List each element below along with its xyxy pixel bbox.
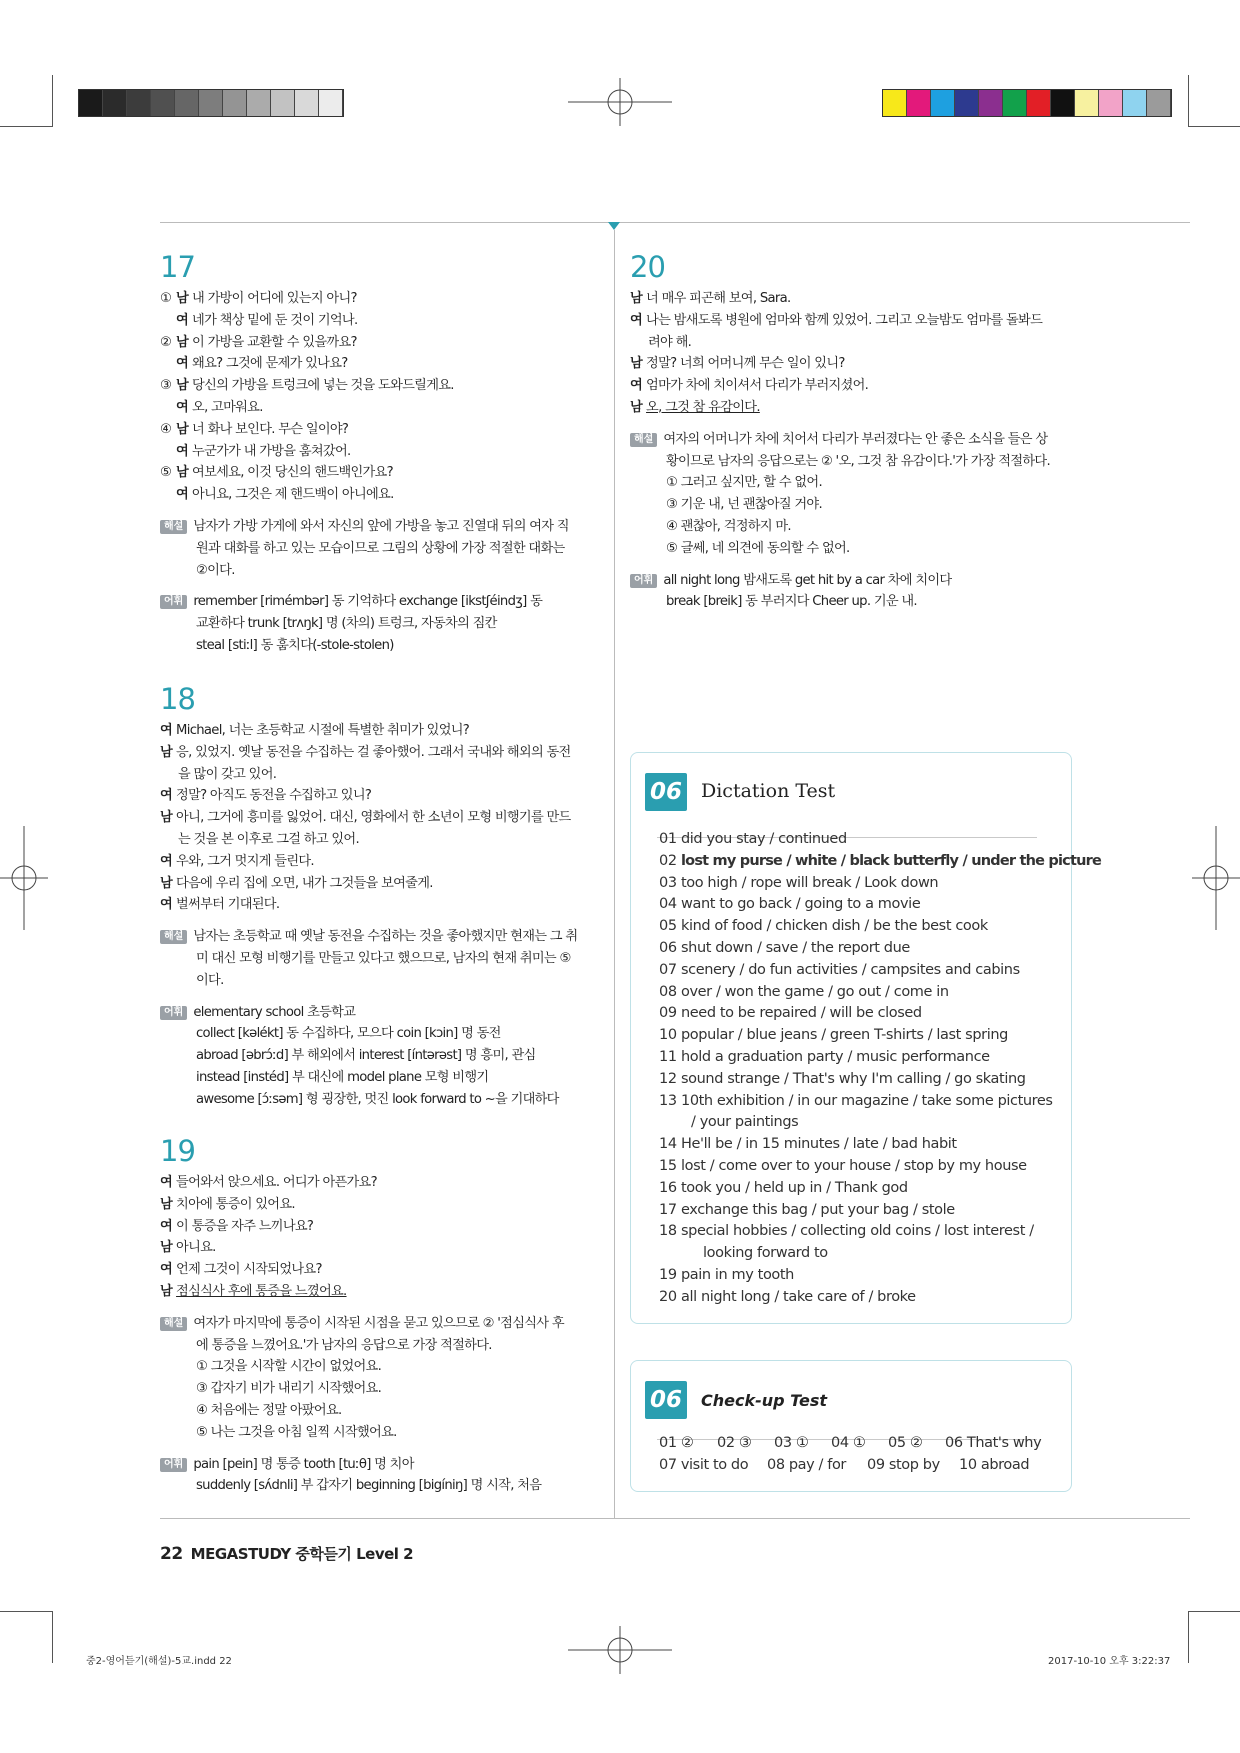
speaker-label: 남	[176, 378, 189, 394]
item-text: need to be repaired / will be closed	[681, 1005, 922, 1022]
calibration-swatch	[175, 90, 199, 116]
vocabulary: 어휘 all night long 밤새도록 get hit by a car 차에 치이다 break [breik] 동 부러지다 Cheer up. 기운 내.	[630, 570, 1070, 614]
dialogue-line	[160, 720, 608, 742]
speaker-label: 여	[176, 356, 189, 372]
dictation-item	[659, 1156, 1101, 1178]
dialogue-text: Michael, 너는 초등학교 시절에 특별한 취미가 있었니?	[176, 723, 470, 738]
explanation-tag: 해설	[160, 1317, 187, 1331]
box-title: Check-up Test	[701, 1391, 828, 1410]
speaker-label: 남	[160, 1283, 173, 1299]
question-17	[160, 250, 608, 657]
dictation-answers	[659, 829, 1101, 1309]
question-19	[160, 1134, 608, 1497]
dialogue-line	[160, 441, 608, 463]
dialogue	[160, 288, 608, 506]
explanation: 해설 여자의 어머니가 차에 치어서 다리가 부러졌다는 안 좋은 소식을 들은 상 황이므로 남자의 응답으로는 ② '오, 그것 참 유감이다.'가 가장 적절하다. ① 그러고 싶지만, 할 수 없어. ③ 기운 내, 넌 괜찮아질 거야. ④ 괜찮아, 걱정하지 마. ⑤ 글쎄, 네 의견에 동의할 수 없어.	[630, 429, 1070, 560]
registration-mark-icon	[1192, 826, 1240, 930]
question-number: 19	[160, 1134, 195, 1168]
dialogue-line	[630, 310, 1070, 332]
explanation: 해설 남자는 초등학교 때 옛날 동전을 수집하는 것을 좋아했지만 현재는 그 취 미 대신 모형 비행기를 만들고 있다고 했으므로, 남자의 현재 취미는 ⑤ 이다.	[160, 926, 608, 991]
dialogue-text: 벌써부터 기대된다.	[176, 897, 280, 913]
dictation-test-box	[630, 752, 1101, 1324]
dialogue-text: 언제 그것이 시작되었나요?	[176, 1262, 322, 1278]
dialogue-text: 우와, 그거 멋지게 들린다.	[176, 853, 314, 869]
calibration-swatch	[1003, 90, 1027, 116]
speaker-label: 여	[630, 378, 643, 394]
checkup-test-box	[630, 1360, 1072, 1492]
item-number: 06	[659, 939, 677, 956]
speaker-label: 여	[160, 853, 173, 869]
vocabulary: 어휘 pain [pein] 명 통증 tooth [tuːθ] 명 치아 suddenly [sʌ́dnli] 부 갑자기 beginning [bigíniŋ] 명 시작, 처음	[160, 1454, 608, 1498]
item-number: 17	[659, 1201, 677, 1218]
dialogue-text: 점심식사 후에 통증을 느꼈어요.	[176, 1283, 347, 1299]
dialogue-line	[630, 288, 1070, 310]
item-number: 11	[659, 1048, 677, 1065]
question-18	[160, 682, 608, 1111]
item-number: 02	[659, 852, 677, 869]
dictation-item	[659, 829, 1101, 851]
dictation-item	[659, 1069, 1101, 1091]
page-footer	[160, 1543, 413, 1564]
dialogue-line	[160, 873, 608, 895]
dialogue-line	[160, 484, 608, 506]
dialogue-text: 네가 책상 밑에 둔 것이 기억나.	[192, 312, 358, 328]
item-text: exchange this bag / put your bag / stole	[681, 1201, 955, 1218]
explanation: 해설 여자가 마지막에 통증이 시작된 시점을 묻고 있으므로 ② '점심식사 후 에 통증을 느꼈어요.'가 남자의 응답으로 가장 적절하다. ① 그것을 시작할 시간이 없었어요. ③ 갑자기 비가 내리기 시작했어요. ④ 처음에는 정말 아팠어요. ⑤ 나는 그것을 아침 일찍 시작했어요.	[160, 1313, 608, 1444]
dialogue	[160, 1172, 608, 1303]
registration-mark-icon	[568, 78, 672, 126]
item-text: He'll be / in 15 minutes / late / bad habit	[681, 1136, 957, 1153]
item-text: looking forward to	[703, 1245, 828, 1262]
calibration-swatch	[103, 90, 127, 116]
option-number: ④	[160, 421, 172, 437]
dictation-item	[659, 1287, 1101, 1309]
calibration-swatch	[883, 90, 907, 116]
item-number: 09	[659, 1005, 677, 1022]
item-number: 13	[659, 1092, 677, 1109]
dictation-item	[659, 894, 1101, 916]
item-number: 08	[659, 983, 677, 1000]
vocab-tag: 어휘	[160, 595, 187, 609]
dialogue-text: 오, 그것 참 유감이다.	[646, 399, 760, 415]
item-text: did you stay / continued	[681, 831, 847, 847]
speaker-label: 남	[160, 1196, 173, 1212]
column-divider	[614, 230, 615, 1518]
dialogue-text: 정말? 너희 어머니께 무슨 일이 있니?	[646, 356, 845, 372]
item-text: want to go back / going to a movie	[681, 896, 921, 913]
calibration-swatch	[271, 90, 295, 116]
speaker-label: 남	[630, 399, 643, 415]
speaker-label: 남	[160, 744, 173, 760]
explanation: 해설 남자가 가방 가게에 와서 자신의 앞에 가방을 놓고 진열대 뒤의 여자 직 원과 대화를 하고 있는 모습이므로 그림의 상황에 가장 적절한 대화는 ②이다.	[160, 516, 608, 581]
speaker-label: 남	[176, 421, 189, 437]
dialogue-line	[160, 1194, 608, 1216]
item-number: 05	[659, 918, 677, 935]
vocab-tag: 어휘	[630, 574, 657, 588]
crop-mark	[52, 75, 53, 127]
dialogue-text: 너 매우 피곤해 보여, Sara.	[646, 291, 791, 306]
registration-mark-icon	[568, 1626, 672, 1674]
item-text: / your paintings	[691, 1114, 799, 1131]
item-number: 03	[659, 874, 677, 891]
dialogue-text: 을 많이 갖고 있어.	[178, 766, 277, 782]
dictation-item	[659, 1003, 1101, 1025]
dialogue-text: 누군가가 내 가방을 훔쳐갔어.	[192, 443, 351, 459]
speaker-label: 여	[176, 487, 189, 503]
option-number: ③	[160, 378, 172, 394]
dictation-item	[659, 1091, 1101, 1113]
dialogue-text: 아니요, 그것은 제 핸드백이 아니에요.	[192, 487, 394, 503]
dialogue-text: 다음에 우리 집에 오면, 내가 그것들을 보여줄게.	[176, 875, 433, 891]
dialogue-line	[160, 1259, 608, 1281]
calibration-swatch	[1051, 90, 1075, 116]
dialogue-line	[160, 742, 608, 764]
vocabulary: 어휘 elementary school 초등학교 collect [kəlékt] 동 수집하다, 모으다 coin [kɔin] 명 동전 abroad [əbrɔ́ːd] 부 해외에서 interest [íntərəst] 명 흥미, 관심 instead [instéd] 부 대신에 model plane 모형 비행기 awesome [ɔ́ːsəm] 형 굉장한, 멋진 look forward to ~을 기대하다	[160, 1002, 608, 1111]
item-number: 20	[659, 1288, 677, 1305]
crop-mark	[1188, 75, 1189, 127]
vocab-tag: 어휘	[160, 1006, 187, 1020]
dialogue-line	[160, 462, 608, 484]
item-text: 10th exhibition / in our magazine / take some pictures	[681, 1092, 1053, 1109]
checkup-answers	[659, 1433, 1041, 1477]
dialogue-text: 들어와서 앉으세요. 어디가 아픈가요?	[176, 1175, 377, 1190]
dialogue-line	[160, 419, 608, 441]
book-title: MEGASTUDY 중학듣기 Level 2	[190, 1545, 414, 1563]
dialogue-text: 아니요.	[176, 1240, 216, 1256]
item-text: over / won the game / go out / come in	[681, 983, 949, 1000]
speaker-label: 여	[160, 723, 173, 738]
dialogue-line	[160, 1172, 608, 1194]
item-text: shut down / save / the report due	[681, 939, 910, 956]
calibration-swatch	[1099, 90, 1123, 116]
dialogue-line	[160, 764, 608, 786]
file-slug: 중2-영어듣기(해설)-5교.indd 22	[86, 1656, 232, 1667]
item-number: 18	[659, 1223, 677, 1240]
dictation-item	[659, 851, 1101, 873]
item-number: 10	[659, 1027, 677, 1044]
crop-mark	[1188, 126, 1240, 127]
dialogue-line	[160, 375, 608, 397]
section-badge: 06	[645, 1381, 687, 1419]
dialogue-text: 왜요? 그것에 문제가 있나요?	[192, 356, 348, 372]
dialogue-text: 엄마가 차에 치이셔서 다리가 부러지셨어.	[646, 378, 869, 394]
question-20	[630, 250, 1070, 613]
calibration-swatch	[295, 90, 319, 116]
section-badge: 06	[645, 773, 687, 811]
dictation-item	[659, 1221, 1101, 1243]
dictation-item	[659, 916, 1101, 938]
dialogue-text: 여보세요, 이것 당신의 핸드백인가요?	[192, 465, 393, 481]
item-number: 15	[659, 1157, 677, 1174]
speaker-label: 여	[630, 312, 643, 328]
calibration-swatch	[151, 90, 175, 116]
dialogue-line	[160, 829, 608, 851]
item-number: 04	[659, 896, 677, 913]
dictation-item	[659, 1134, 1101, 1156]
dialogue-text: 는 것을 본 이후로 그걸 하고 있어.	[178, 831, 359, 847]
dialogue-line	[160, 1281, 608, 1303]
dialogue-line	[160, 851, 608, 873]
speaker-label: 남	[160, 810, 173, 826]
option-number: ②	[160, 334, 172, 350]
crop-mark	[1188, 1611, 1189, 1663]
item-text: all night long / take care of / broke	[681, 1288, 916, 1305]
calibration-swatch	[1147, 90, 1171, 116]
explanation-tag: 해설	[160, 930, 187, 944]
calibration-swatch	[931, 90, 955, 116]
speaker-label: 여	[160, 1218, 173, 1234]
speaker-label: 남	[630, 291, 643, 306]
crop-mark	[52, 1611, 53, 1663]
calibration-swatch	[979, 90, 1003, 116]
dialogue-line	[160, 397, 608, 419]
speaker-label: 남	[176, 334, 189, 350]
crop-mark	[0, 1611, 52, 1612]
item-text: lost my purse / white / black butterfly / under the picture	[681, 852, 1101, 869]
calibration-swatch	[319, 90, 343, 116]
dialogue-text: 너 화나 보인다. 무슨 일이야?	[192, 421, 349, 437]
dictation-item	[659, 938, 1101, 960]
item-number: 12	[659, 1070, 677, 1087]
dialogue-line	[160, 353, 608, 375]
dictation-item	[659, 1200, 1101, 1222]
option-number: ①	[160, 291, 172, 306]
dialogue-line	[160, 310, 608, 332]
question-number: 17	[160, 250, 195, 284]
dialogue-line	[160, 894, 608, 916]
color-calibration-bar	[882, 89, 1172, 117]
item-number: 19	[659, 1266, 677, 1283]
gray-calibration-bar	[78, 89, 344, 117]
calibration-swatch	[907, 90, 931, 116]
bottom-rule	[160, 1518, 1190, 1519]
dialogue	[160, 720, 608, 916]
speaker-label: 남	[160, 1240, 173, 1256]
item-text: popular / blue jeans / green T-shirts / last spring	[681, 1027, 1008, 1044]
question-number: 18	[160, 682, 195, 716]
item-text: sound strange / That's why I'm calling / go skating	[681, 1070, 1026, 1087]
answer-row: 07 visit to do 08 pay / for 09 stop by 10 abroad	[659, 1456, 1030, 1473]
item-text: kind of food / chicken dish / be the best cook	[681, 918, 988, 935]
top-rule-marker-icon	[608, 222, 620, 230]
dialogue-line	[630, 353, 1070, 375]
item-number: 16	[659, 1179, 677, 1196]
dialogue-line	[630, 332, 1070, 354]
item-text: pain in my tooth	[681, 1266, 794, 1283]
dictation-item	[659, 1178, 1101, 1200]
item-text: special hobbies / collecting old coins / lost interest /	[681, 1223, 1034, 1240]
calibration-swatch	[1027, 90, 1051, 116]
vocabulary: 어휘 remember [rimémbər] 동 기억하다 exchange [ikstʃéindʒ] 동 교환하다 trunk [trʌŋk] 명 (차의) 트렁크, 자동차의 짐칸 steal [stiːl] 동 훔치다(-stole-stolen)	[160, 591, 608, 656]
speaker-label: 남	[176, 465, 189, 481]
dialogue-text: 내 가방이 어디에 있는지 아니?	[192, 291, 357, 306]
speaker-label: 남	[630, 356, 643, 372]
calibration-swatch	[247, 90, 271, 116]
item-number: 14	[659, 1136, 677, 1153]
dialogue-line	[160, 288, 608, 310]
explanation-tag: 해설	[630, 433, 657, 447]
dialogue-line	[160, 1216, 608, 1238]
item-text: hold a graduation party / music performance	[681, 1048, 990, 1065]
dictation-item	[659, 1265, 1101, 1287]
dictation-item	[659, 1047, 1101, 1069]
dialogue-line	[630, 397, 1070, 419]
explanation-tag: 해설	[160, 520, 187, 534]
speaker-label: 여	[176, 312, 189, 328]
dialogue-text: 치아에 통증이 있어요.	[176, 1196, 295, 1212]
dictation-item	[659, 982, 1101, 1004]
speaker-label: 남	[160, 875, 173, 891]
calibration-swatch	[1075, 90, 1099, 116]
dictation-item	[659, 873, 1101, 895]
item-text: scenery / do fun activities / campsites and cabins	[681, 961, 1020, 978]
dialogue-line	[160, 1237, 608, 1259]
dialogue-text: 이 통증을 자주 느끼나요?	[176, 1218, 314, 1234]
date-slug: 2017-10-10 오후 3:22:37	[1048, 1656, 1171, 1667]
calibration-swatch	[955, 90, 979, 116]
answer-row: 01 ② 02 ③ 03 ① 04 ① 05 ② 06 That's why	[659, 1435, 1042, 1451]
dialogue-line	[630, 375, 1070, 397]
dialogue-text: 나는 밤새도록 병원에 엄마와 함께 있었어. 그리고 오늘밤도 엄마를 돌봐드	[646, 312, 1043, 328]
dialogue-text: 당신의 가방을 트렁크에 넣는 것을 도와드릴게요.	[192, 378, 454, 394]
dictation-item	[659, 1025, 1101, 1047]
dialogue	[630, 288, 1070, 419]
option-number: ⑤	[160, 465, 172, 481]
item-text: too high / rope will break / Look down	[681, 874, 939, 891]
question-number: 20	[630, 250, 665, 284]
speaker-label: 여	[176, 399, 189, 415]
item-text: took you / held up in / Thank god	[681, 1179, 908, 1196]
dialogue-line	[160, 332, 608, 354]
calibration-swatch	[127, 90, 151, 116]
crop-mark	[1188, 1611, 1240, 1612]
vocab-tag: 어휘	[160, 1458, 187, 1472]
dictation-item	[659, 960, 1101, 982]
item-text: lost / come over to your house / stop by my house	[681, 1157, 1027, 1174]
crop-mark	[0, 126, 52, 127]
dialogue-text: 려야 해.	[648, 334, 692, 350]
calibration-swatch	[1123, 90, 1147, 116]
item-number: 01	[659, 831, 677, 847]
box-title: Dictation Test	[701, 780, 836, 802]
speaker-label: 남	[176, 291, 189, 306]
page-number: 22	[160, 1544, 183, 1564]
dialogue-text: 아니, 그거에 흥미를 잃었어. 대신, 영화에서 한 소년이 모형 비행기를 만드	[176, 810, 571, 826]
speaker-label: 여	[160, 1262, 173, 1278]
speaker-label: 여	[160, 1175, 173, 1190]
speaker-label: 여	[160, 897, 173, 913]
calibration-swatch	[223, 90, 247, 116]
dialogue-text: 오, 고마워요.	[192, 399, 263, 415]
dialogue-text: 정말? 아직도 동전을 수집하고 있니?	[176, 788, 372, 804]
dialogue-text: 응, 있었지. 옛날 동전을 수집하는 걸 좋아했어. 그래서 국내와 해외의 동전	[176, 744, 571, 760]
top-rule	[160, 222, 1190, 223]
registration-mark-icon	[0, 826, 48, 930]
item-number: 07	[659, 961, 677, 978]
speaker-label: 여	[160, 788, 173, 804]
dialogue-line	[160, 785, 608, 807]
dialogue-line	[160, 807, 608, 829]
calibration-swatch	[199, 90, 223, 116]
speaker-label: 여	[176, 443, 189, 459]
dialogue-text: 이 가방을 교환할 수 있을까요?	[192, 334, 357, 350]
calibration-swatch	[79, 90, 103, 116]
dictation-item	[659, 1112, 1101, 1134]
dictation-item	[659, 1243, 1101, 1265]
